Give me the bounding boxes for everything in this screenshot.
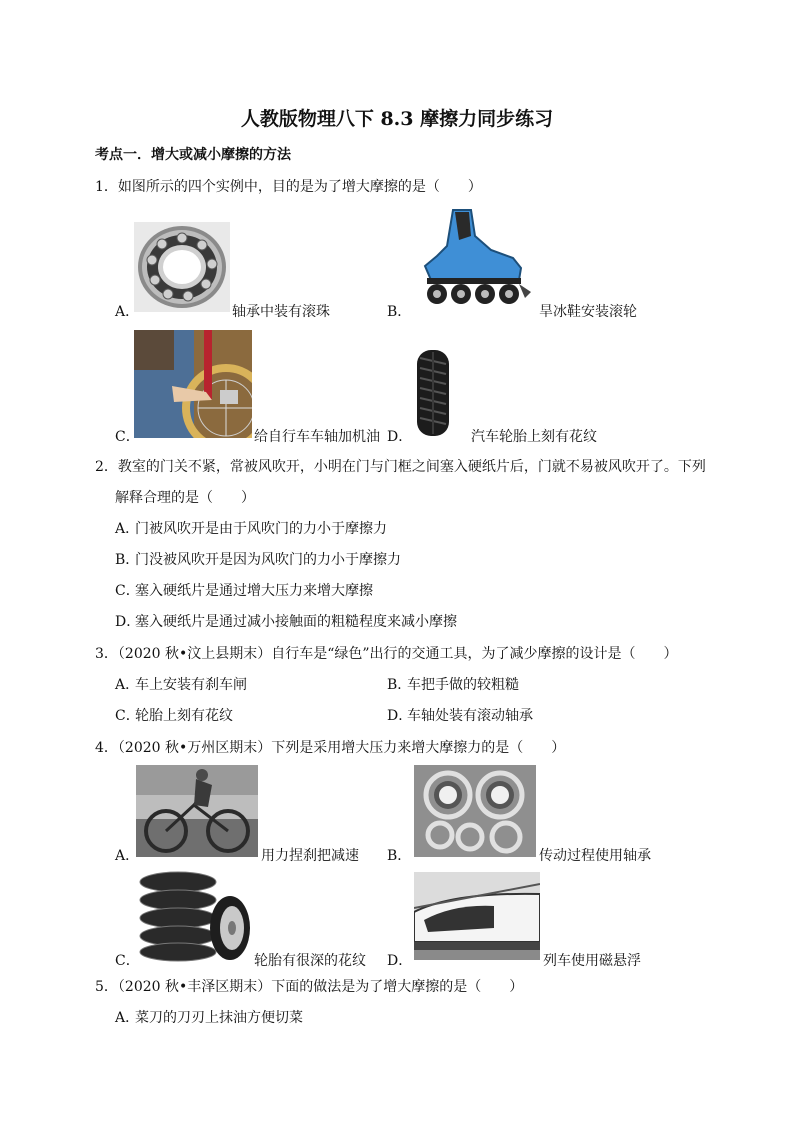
q2-option-b-letter: B． [115,552,140,568]
q4-option-d-letter: D． [387,953,413,969]
q4-option-a-letter: A． [115,848,140,864]
q2-option-c-letter: C． [115,583,140,599]
question-5-stem: 5．（2020 秋•丰泽区期末）下面的做法是为了增大摩擦的是（ ） [95,979,524,995]
q1-option-c-text: 给自行车车轴加机油 [254,429,380,445]
bicycle-oiling-image [134,330,252,438]
page-title: 人教版物理八下 8.3 摩擦力同步练习 [240,108,554,130]
question-1-stem: 1．如图所示的四个实例中，目的是为了增大摩擦的是（ ） [95,179,482,195]
q4-option-b-text: 传动过程使用轴承 [539,848,651,864]
q1-option-b-text: 旱冰鞋安装滚轮 [539,304,637,320]
q4-option-a-text: 用力捏刹把减速 [261,848,359,864]
q3-option-b-letter: B． [387,677,412,693]
q4-option-d-text: 列车使用磁悬浮 [543,953,641,969]
question-4-stem: 4．（2020 秋•万州区期末）下列是采用增大压力来增大摩擦力的是（ ） [95,740,566,756]
q3-option-c-text: 轮胎上刻有花纹 [135,708,233,724]
q1-option-b-letter: B． [387,304,412,320]
roller-skate-image [413,206,537,310]
q5-option-a-text: 菜刀的刀刃上抹油方便切菜 [135,1010,303,1026]
q2-option-c-text: 塞入硬纸片是通过增大压力来增大摩擦 [135,583,373,599]
brake-lever-image [136,765,258,857]
question-2-stem-continued: 解释合理的是（ ） [115,490,255,506]
question-2-stem: 2．教室的门关不紧，常被风吹开，小明在门与门框之间塞入硬纸片后，门就不易被风吹开了。下列 [95,459,706,475]
q5-option-a-letter: A． [115,1010,140,1026]
bearings-image [414,765,536,857]
q2-option-a-text: 门被风吹开是由于风吹门的力小于摩擦力 [135,521,387,537]
q4-option-b-letter: B． [387,848,412,864]
q3-option-c-letter: C． [115,708,140,724]
q1-option-a-text: 轴承中装有滚珠 [232,304,330,320]
q4-option-c-letter: C． [115,953,140,969]
section-heading: 考点一．增大或减小摩擦的方法 [95,147,291,163]
q2-option-a-letter: A． [115,521,140,537]
q3-option-b-text: 车把手做的较粗糙 [407,677,519,693]
question-3-stem: 3．（2020 秋•汶上县期末）自行车是“绿色”出行的交通工具，为了减少摩擦的设计是（ ） [95,646,678,662]
q3-option-d-text: 车轴处装有滚动轴承 [407,708,533,724]
q3-option-a-letter: A． [115,677,140,693]
q2-option-b-text: 门没被风吹开是因为风吹门的力小于摩擦力 [135,552,401,568]
q1-option-d-text: 汽车轮胎上刻有花纹 [471,429,597,445]
tires-stack-image [138,870,252,962]
q2-option-d-letter: D． [115,614,141,630]
q1-option-c-letter: C． [115,429,140,445]
q3-option-d-letter: D． [387,708,413,724]
tire-image [411,348,455,438]
q2-option-d-text: 塞入硬纸片是通过减小接触面的粗糙程度来减小摩擦 [135,614,457,630]
q4-option-c-text: 轮胎有很深的花纹 [254,953,366,969]
maglev-train-image [414,872,540,960]
q1-option-d-letter: D． [387,429,413,445]
bearing-image [134,222,230,312]
q3-option-a-text: 车上安装有刹车闸 [135,677,247,693]
q1-option-a-letter: A． [115,304,140,320]
